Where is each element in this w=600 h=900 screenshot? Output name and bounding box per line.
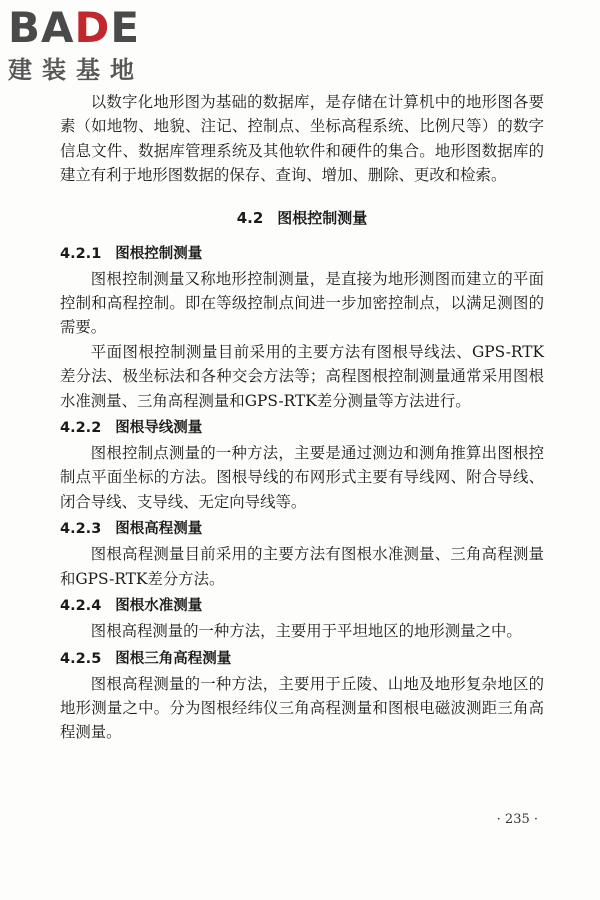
section-number: 4.2 (236, 208, 264, 227)
body-paragraph: 图根控制点测量的一种方法，主要是通过测边和测角推算出图根控制点平面坐标的方法。图根导线的布网形式主要有导线网、附合导线、闭合导线、支导线、无定向导线等。 (60, 444, 544, 511)
subsection-title: 图根导线测量 (115, 420, 203, 437)
bade-logo (8, 4, 178, 88)
subsection-heading (60, 647, 544, 671)
document-body (60, 90, 544, 745)
body-paragraph: 图根高程测量的一种方法，主要用于平坦地区的地形测量之中。 (90, 622, 522, 641)
subsection-heading (60, 594, 544, 618)
logo-brand-prefix: BA (8, 3, 75, 52)
logo-brand-suffix: E (110, 3, 141, 52)
subsection-heading (60, 517, 544, 541)
subsection-title: 图根高程测量 (115, 521, 203, 538)
subsection-number: 4.2.4 (60, 598, 102, 615)
intro-paragraph: 以数字化地形图为基础的数据库，是存储在计算机中的地形图各要素（如地物、地貌、注记、控制点、坐标高程系统、比例尺等）的数字信息文件、数据库管理系统及其他软件和硬件的集合。地形图数据库的建立有利于地形图数据的保存、查询、增加、删除、更改和检索。 (60, 93, 544, 185)
page-number: · 235 · (496, 812, 538, 827)
subsection-heading (60, 416, 544, 440)
section-heading (60, 206, 544, 230)
subsection-title: 图根控制测量 (115, 245, 203, 262)
logo-brand-accent: D (74, 3, 111, 52)
logo-brand-text (8, 4, 140, 52)
subsection-number: 4.2.5 (60, 650, 102, 667)
subsection-title: 图根三角高程测量 (115, 650, 232, 667)
body-paragraph: 图根高程测量目前采用的主要方法有图根水准测量、三角高程测量和GPS-RTK差分方法。 (60, 545, 544, 588)
subsection-heading (60, 242, 544, 266)
subsection-number: 4.2.1 (60, 245, 102, 262)
body-paragraph: 图根控制测量又称地形控制测量，是直接为地形测图而建立的平面控制和高程控制。即在等级控制点间进一步加密控制点，以满足测图的需要。 (60, 269, 544, 337)
section-title: 图根控制测量 (277, 208, 368, 227)
subsection-number: 4.2.3 (60, 521, 102, 538)
body-paragraph: 图根高程测量的一种方法，主要用于丘陵、山地及地形复杂地区的地形测量之中。分为图根经纬仪三角高程测量和图根电磁波测距三角高程测量。 (60, 674, 544, 742)
subsection-number: 4.2.2 (60, 420, 102, 437)
subsection-title: 图根水准测量 (115, 598, 203, 615)
body-paragraph: 平面图根控制测量目前采用的主要方法有图根导线法、GPS-RTK差分法、极坐标法和各种交会方法等；高程图根控制测量通常采用图根水准测量、三角高程测量和GPS-RTK差分测量等方法进行。 (60, 342, 544, 410)
logo-cn-name: 建装基地 (8, 56, 144, 84)
